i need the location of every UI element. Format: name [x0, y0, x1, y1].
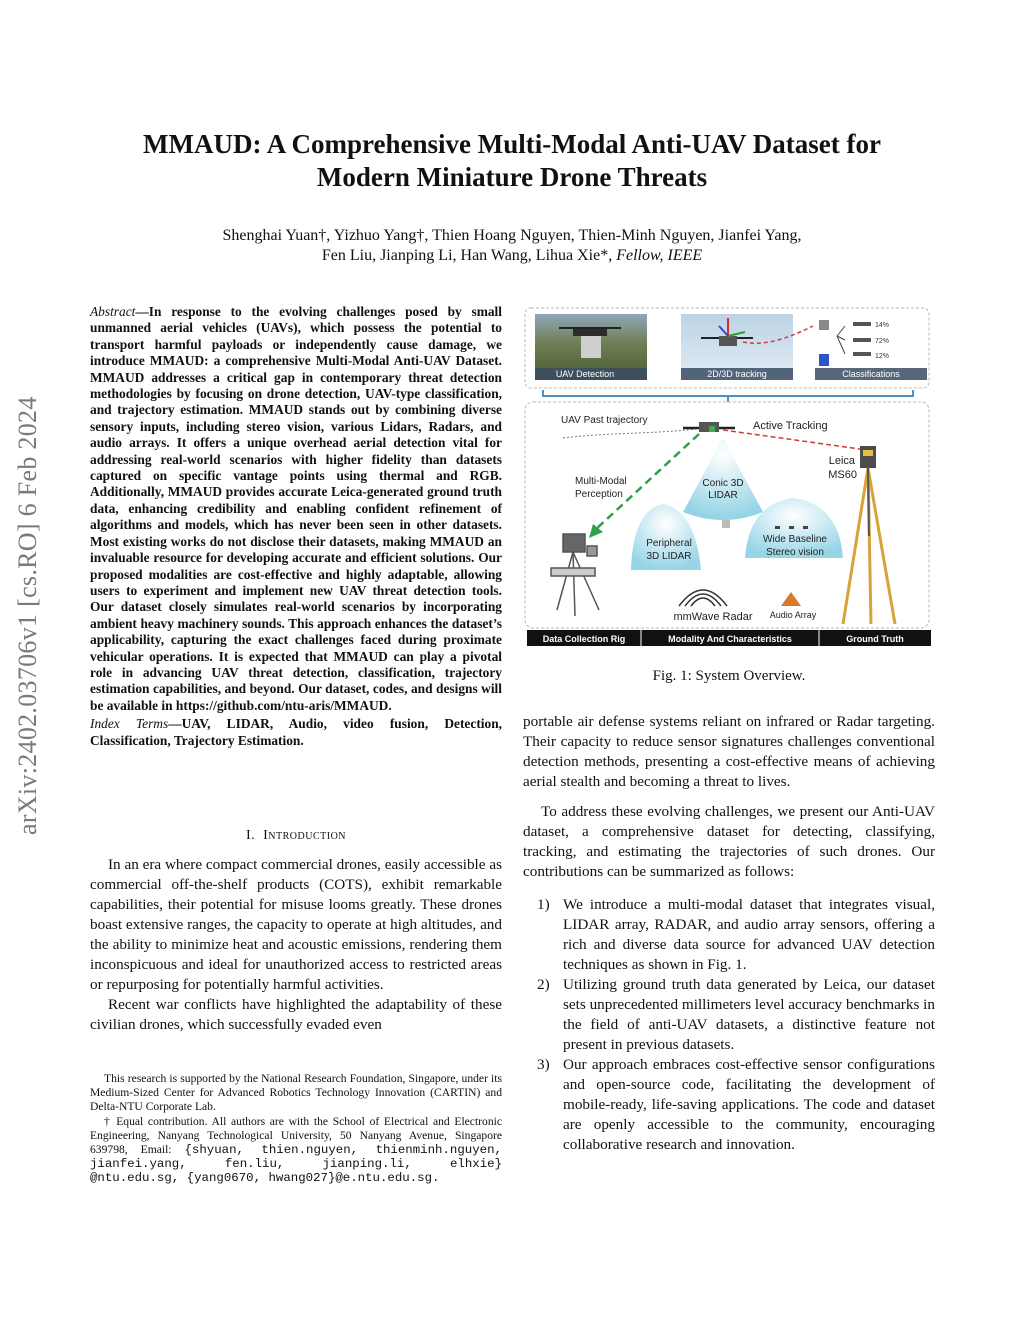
footnote-support: This research is supported by the National Research Foundation, Singapore, under its Medium-Sized Center for Advanced Robotics Technology Innovation (CARTIN) and Delta-NTU Corporate Lab.: [90, 1072, 502, 1114]
class-thumb-2: [819, 354, 829, 366]
list-item: 1) We introduce a multi-modal dataset that integrates visual, LIDAR array, RADAR, and audio array sensors, offering a rich and diverse data source for advanced UAV detection techniques as shown in Fig. 1.: [537, 896, 935, 973]
label-tracking: 2D/3D tracking: [707, 369, 767, 379]
footnote-equal: † Equal contribution. All authors are with the School of Electrical and Electronic Engineering, Nanyang Technological University, 50 Nanyang Avenue, Singapore 639798, Email: {shyuan, thien.nguyen, thienminh.nguyen, jianfei.yang, fen.liu, jianping.li, elhxie} @ntu.edu.sg, {yang0670, hwang027}@e.ntu.edu.sg.: [90, 1114, 502, 1186]
label-active-tracking: Active Tracking: [753, 420, 828, 432]
right-paragraph-2: To address these evolving challenges, we present our Anti-UAV dataset, a comprehensive dataset for detecting, classifying, tracking, and estimating the trajectories of such drones. Our contributions can be summarized as follows:: [523, 803, 935, 880]
brace-connector: [543, 390, 913, 402]
list-item: 2) Utilizing ground truth data generated by Leica, our dataset sets unprecedented millimeters level accuracy benchmarks in the field of anti-UAV datasets, a distinctive feature not present in previous datasets.: [537, 976, 935, 1053]
label-mmp-1: Multi-Modal: [575, 476, 627, 487]
intro-paragraph-2: Recent war conflicts have highlighted the adaptability of these civilian drones, which successfully evaded even: [90, 996, 502, 1033]
label-periph-2: 3D LIDAR: [646, 551, 692, 562]
class-thumb-1: [819, 320, 829, 330]
arxiv-identifier: arXiv:2402.03706v1 [cs.RO] 6 Feb 2024: [13, 396, 42, 835]
label-radar: mmWave Radar: [673, 611, 753, 623]
label-uav-detection: UAV Detection: [555, 369, 615, 379]
right-column-text: [523, 712, 935, 1155]
label-ground-truth: Ground Truth: [846, 634, 904, 644]
radar-waves: [679, 590, 727, 606]
abstract-block: [90, 304, 502, 749]
index-terms: Index Terms—UAV, LIDAR, Audio, video fusion, Detection, Classification, Trajectory Estimation.: [90, 716, 502, 748]
paper-title: MMAUD: A Comprehensive Multi-Modal Anti-UAV Dataset for Modern Miniature Drone Threats: [143, 129, 881, 192]
right-paragraph-1: portable air defense systems reliant on infrared or Radar targeting. Their capacity to reduce sensor signatures challenges conventional detection methods, presenting a cost-effective means of achieving aerial stealth and becoming a threat to lives.: [523, 713, 935, 790]
label-periph-1: Peripheral: [646, 538, 692, 549]
contributions-list: [523, 895, 935, 1155]
label-leica-2: MS60: [828, 469, 857, 481]
abstract: Abstract—In response to the evolving challenges posed by small unmanned aerial vehicles (UAVs), which possess the potential to transport harmful payloads or independently cause damage, we introduce MMAUD: a comprehensive Multi-Modal Anti-UAV Dataset. MMAUD addresses a critical gap in contemporary threat detection methodologies by focusing on drone detection, UAV-type classification, and trajectory estimation. MMAUD stands out by combining diverse sensory inputs, including stereo vision, various Lidars, Radars, and audio arrays. It offers a unique overhead aerial detection vital for addressing real-world scenarios with higher fidelity than datasets captured on specific vantage points using thermal and RGB. Additionally, MMAUD provides accurate Leica-generated ground truth data, enhancing credibility and enabling confident refinement of algorithms and models, which has never been seen in other datasets. Most existing works do not disclose their datasets, making MMAUD an invaluable resource for developing accurate and efficient solutions. Our proposed modalities are cost-effective and highly adaptable, allowing users to experiment and implement new UAV threat detection tools. Our dataset closely simulates real-world scenarios by incorporating ambient heavy machinery sounds. This approach enhances the dataset’s applicability, capturing the exact challenges faced during proximate vehicular operations. It is expected that MMAUD can play a pivotal role in advancing UAV threat detection, classification, trajectory estimation capabilities, and beyond. Our dataset, codes, and designs will be available in https://github.com/ntu-aris/MMAUD.: [90, 304, 502, 713]
introduction-text: [90, 855, 502, 1035]
label-conic-2: LIDAR: [708, 490, 738, 501]
label-wide-1: Wide Baseline: [763, 534, 827, 545]
label-mmp-2: Perception: [575, 489, 623, 500]
past-trajectory-line: [563, 428, 703, 438]
footnotes: [90, 1072, 502, 1186]
label-conic-1: Conic 3D: [702, 478, 744, 489]
pct-2: 72%: [875, 338, 890, 345]
label-rig: Data Collection Rig: [542, 634, 626, 644]
figure-caption: Fig. 1: System Overview.: [652, 668, 806, 684]
laser-line: [723, 430, 867, 450]
label-past-trajectory: UAV Past trajectory: [561, 415, 648, 426]
author-list: Shenghai Yuan†, Yizhuo Yang†, Thien Hoang Nguyen, Thien-Minh Nguyen, Jianfei Yang, Fen Liu, Jianping Li, Han Wang, Lihua Xie*, Fellow, IEEE: [222, 227, 802, 264]
conic-sensor: [722, 520, 730, 528]
list-item: 3) Our approach embraces cost-effective sensor configurations and open-source code, facilitating the development of mobile-ready, life-saving applications. The code and dataset are openly accessible to the community, encouraging collaborative research and innovation.: [537, 1056, 935, 1153]
label-classifications: Classifications: [842, 369, 900, 379]
data-collection-rig: [551, 534, 599, 616]
system-overview-figure: [523, 306, 935, 648]
section-heading: I. Introduction: [245, 828, 347, 843]
label-wide-2: Stereo vision: [766, 547, 824, 558]
label-modality: Modality And Characteristics: [668, 634, 792, 644]
pct-1: 14%: [875, 322, 890, 329]
label-audio: Audio Array: [769, 610, 817, 620]
label-leica-1: Leica: [828, 455, 855, 467]
audio-array-icon: [781, 592, 801, 606]
stereo-cameras: [775, 526, 808, 529]
footnote-emails: {shyuan, thien.nguyen, thienminh.nguyen, jianfei.yang, fen.liu, jianping.li, elhxie} @ntu.edu.sg, {yang0670, hwang027}@e.ntu.edu.sg.: [90, 1143, 502, 1186]
intro-paragraph-1: In an era where compact commercial drones, easily accessible as commercial off-the-shelf products (COTS), exhibit remarkable capabilities, their potential for misuse looms greatly. These drones boast extensive ranges, the capacity to operate at high altitudes, and the ability to minimize heat and acoustic emissions, rendering them inconspicuous and ideal for unauthorized access to restricted areas or repurposing for potentially harmful activities.: [90, 856, 502, 993]
pct-3: 12%: [875, 353, 890, 360]
